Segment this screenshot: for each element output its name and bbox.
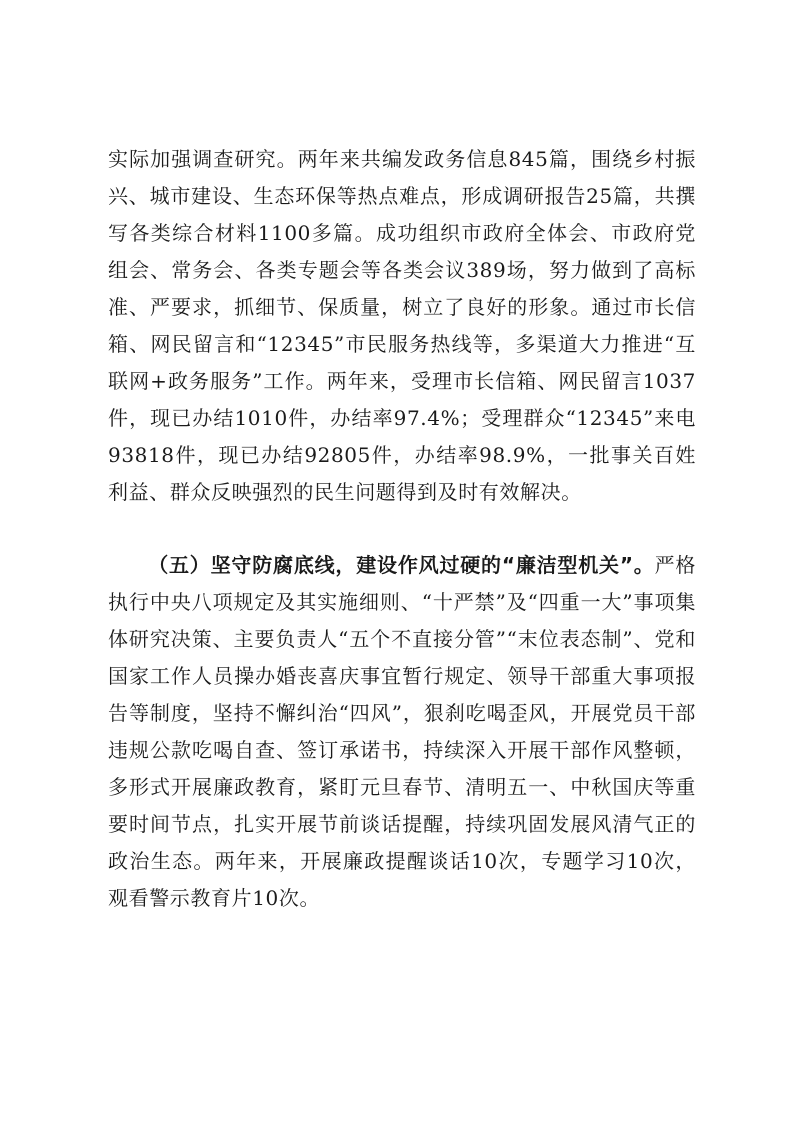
section-body: 严格执行中央八项规定及其实施细则、“十严禁”及“四重一大”事项集体研究决策、主要负责人“五个不直接分管”“末位表态制”、党和国家工作人员操办婚丧喜庆事宜暂行规定、领导干部重大事项报告等制度，坚持不懈纠治“四风”，狠刹吃喝歪风，开展党员干部违规公款吃喝自查、签订承诺书，持续深入开展干部作风整顿，多形式开展廉政教育，紧盯元旦春节、清明五一、中秋国庆等重要时间节点，扎实开展节前谈话提醒，持续巩固发展风清气正的政治生态。两年来，开展廉政提醒谈话10次，专题学习10次，观看警示教育片10次。 <box>108 553 696 910</box>
section-paragraph <box>108 547 696 917</box>
section-heading: （五）坚守防腐底线，建设作风过硬的“廉洁型机关”。 <box>148 553 655 577</box>
body-paragraph: 实际加强调查研究。两年来共编发政务信息845篇，围绕乡村振兴、城市建设、生态环保等热点难点，形成调研报告25篇，共撰写各类综合材料1100多篇。成功组织市政府全体会、市政府党组会、常务会、各类专题会等各类会议389场，努力做到了高标准、严要求，抓细节、保质量，树立了良好的形象。通过市长信箱、网民留言和“12345”市民服务热线等，多渠道大力推进“互联网+政务服务”工作。两年来，受理市长信箱、网民留言1037件，现已办结1010件，办结率97.4%；受理群众“12345”来电93818件，现已办结92805件，办结率98.9%，一批事关百姓利益、群众反映强烈的民生问题得到及时有效解决。 <box>108 147 696 504</box>
